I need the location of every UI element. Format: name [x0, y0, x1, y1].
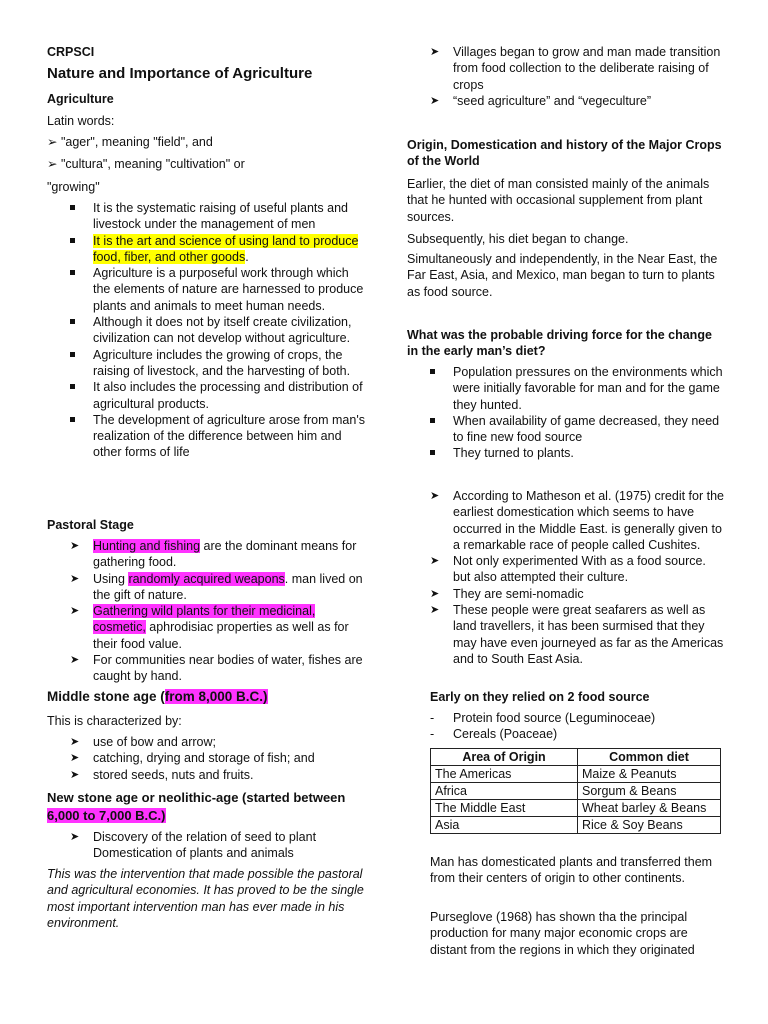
food-source-heading: Early on they relied on 2 food source: [430, 690, 650, 704]
latin-intro: Latin words:: [47, 114, 115, 128]
driving-force-list: [407, 364, 725, 462]
origin-diet-table: [430, 748, 721, 834]
list-item: ➤ stored seeds, nuts and fruits.: [70, 767, 254, 782]
column-header: Area of Origin: [431, 749, 578, 766]
arrow-icon: ➤: [70, 768, 80, 781]
closing-paragraph-2: Purseglove (1968) has shown tha the principal production for many major economic crops are distant from the regions in which they originated: [430, 910, 695, 957]
list-item: - Cereals (Poaceae): [430, 727, 558, 742]
list-item: ➤ use of bow and arrow;: [70, 735, 216, 749]
middle-list: [47, 734, 365, 783]
closing-paragraph-1: Man has domesticated plants and transferred them from their centers of origin to other continents.: [430, 855, 713, 886]
middle-intro: This is characterized by:: [47, 714, 182, 728]
village-list: [407, 44, 725, 109]
arrow-icon: ➤: [70, 654, 80, 667]
arrow-icon: ➤: [430, 604, 440, 617]
arrow-icon: ➤: [70, 752, 80, 765]
pastoral-heading: Pastoral Stage: [47, 518, 134, 532]
list-item: ➤ Hunting and fishing are the dominant means for gathering food.: [70, 539, 357, 570]
list-item: Although it does not by itself create civilization, civilization can not develop without agriculture.: [47, 314, 365, 347]
list-item: ➤ “seed agriculture” and “vegeculture”: [430, 93, 652, 108]
list-item: It also includes the processing and distribution of agricultural products.: [47, 379, 365, 412]
list-item: ➤ catching, drying and storage of fish; and: [70, 751, 315, 766]
list-item: Population pressures on the environments which were initially favorable for man and for the game they hunted.: [407, 364, 725, 413]
middle-stone-age-heading: Middle stone age (from 8,000 B.C.): [47, 689, 268, 704]
table-cell: Africa: [431, 783, 578, 800]
arrow-icon: ➤: [430, 94, 440, 107]
matheson-list: [407, 488, 725, 667]
list-item: ➤ Using randomly acquired weapons. man lived on the gift of nature.: [70, 571, 363, 602]
new-stone-list: [47, 829, 365, 862]
latin-word-1: ➢ "ager", meaning "field", and: [47, 135, 213, 149]
pastoral-list: [47, 538, 365, 685]
table-cell: Rice & Soy Beans: [578, 817, 721, 834]
table-cell: Maize & Peanuts: [578, 766, 721, 783]
list-item: ➤ For communities near bodies of water, fishes are caught by hand.: [70, 653, 363, 684]
arrow-icon: ➤: [70, 736, 80, 748]
origin-heading: Origin, Domestication and history of the Major Crops of the World: [407, 138, 722, 169]
list-item: It is the systematic raising of useful plants and livestock under the management of men: [47, 200, 365, 233]
arrowhead-icon: ➢: [47, 157, 58, 171]
arrow-icon: ➤: [430, 46, 440, 58]
table-cell: Wheat barley & Beans: [578, 800, 721, 817]
arrow-icon: ➤: [70, 605, 80, 618]
table-row: [431, 817, 721, 834]
list-item: ➤ These people were great seafarers as well as land travellers, it has been surmised that they may have even journeyed as far as the Americas and to South East Asia.: [430, 603, 724, 666]
table-header-row: [431, 749, 721, 766]
list-item: The development of agriculture arose from man's realization of the difference between him and other forms of life: [47, 412, 365, 461]
page-title: Nature and Importance of Agriculture: [47, 65, 313, 82]
highlighted-text: It is the art and science of using land to produce food, fiber, and other goods: [93, 233, 359, 264]
list-item: Agriculture is a purposeful work through which the elements of nature are harnessed to produce plants and animals to meet human needs.: [47, 265, 365, 314]
arrow-icon: ➤: [430, 587, 440, 600]
origin-paragraph-3: Simultaneously and independently, in the Near East, the Far East, Asia, and Mexico, man began to turn to plants as food source.: [407, 252, 718, 299]
origin-paragraph-1: Earlier, the diet of man consisted mainly of the animals that he hunted with occasional supplement from plant sources.: [407, 177, 710, 224]
arrow-icon: ➤: [70, 831, 80, 843]
origin-paragraph-2: Subsequently, his diet began to change.: [407, 232, 629, 246]
latin-word-2: ➢ "cultura", meaning "cultivation" or: [47, 157, 245, 171]
list-item: - Protein food source (Leguminoceae): [430, 711, 656, 725]
arrow-icon: ➤: [70, 572, 80, 585]
arrow-icon: ➤: [70, 540, 80, 552]
arrow-icon: ➤: [430, 490, 440, 502]
column-header: Common diet: [578, 749, 721, 766]
table-cell: Sorgum & Beans: [578, 783, 721, 800]
new-stone-age-heading: New stone age or neolithic-age (started between 6,000 to 7,000 B.C.): [47, 790, 346, 823]
driving-force-heading: What was the probable driving force for the change in the early man’s diet?: [407, 328, 712, 359]
list-item: ➤ Discovery of the relation of seed to plant Domestication of plants and animals: [70, 830, 317, 861]
list-item: ➤ According to Matheson et al. (1975) credit for the earliest domestication which seems to have occurred in the Middle East. is generally given to a remarkable race of people called Cushites.: [430, 489, 724, 552]
table-row: [431, 766, 721, 783]
intervention-note: This was the intervention that made possible the pastoral and agricultural economies. It has proved to be the single most important intervention man has ever made in his environment.: [47, 867, 364, 930]
table-row: [431, 783, 721, 800]
list-item: ➤ Villages began to grow and man made transition from food collection to the deliberate raising of crops: [430, 45, 721, 92]
list-item: It is the art and science of using land to produce food, fiber, and other goods.: [47, 233, 365, 266]
list-item: They turned to plants.: [407, 445, 725, 461]
table-row: [431, 800, 721, 817]
arrow-icon: ➤: [430, 555, 440, 568]
table-cell: Asia: [431, 817, 578, 834]
arrowhead-icon: ➢: [47, 135, 58, 149]
definition-list: [47, 200, 365, 461]
course-code: CRPSCI: [47, 45, 95, 59]
list-item: ➤ They are semi-nomadic: [430, 586, 584, 601]
food-source-list: [430, 710, 725, 743]
latin-cont: "growing": [47, 180, 100, 194]
list-item: ➤ Not only experimented With as a food source. but also attempted their culture.: [430, 554, 706, 585]
table-cell: The Middle East: [431, 800, 578, 817]
list-item: When availability of game decreased, they need to fine new food source: [407, 413, 725, 446]
list-item: ➤ Gathering wild plants for their medicinal, cosmetic, aphrodisiac properties as well as for their food value.: [70, 604, 349, 651]
list-item: Agriculture includes the growing of crops, the raising of livestock, and the harvesting of both.: [47, 347, 365, 380]
agriculture-heading: Agriculture: [47, 92, 114, 106]
table-cell: The Americas: [431, 766, 578, 783]
